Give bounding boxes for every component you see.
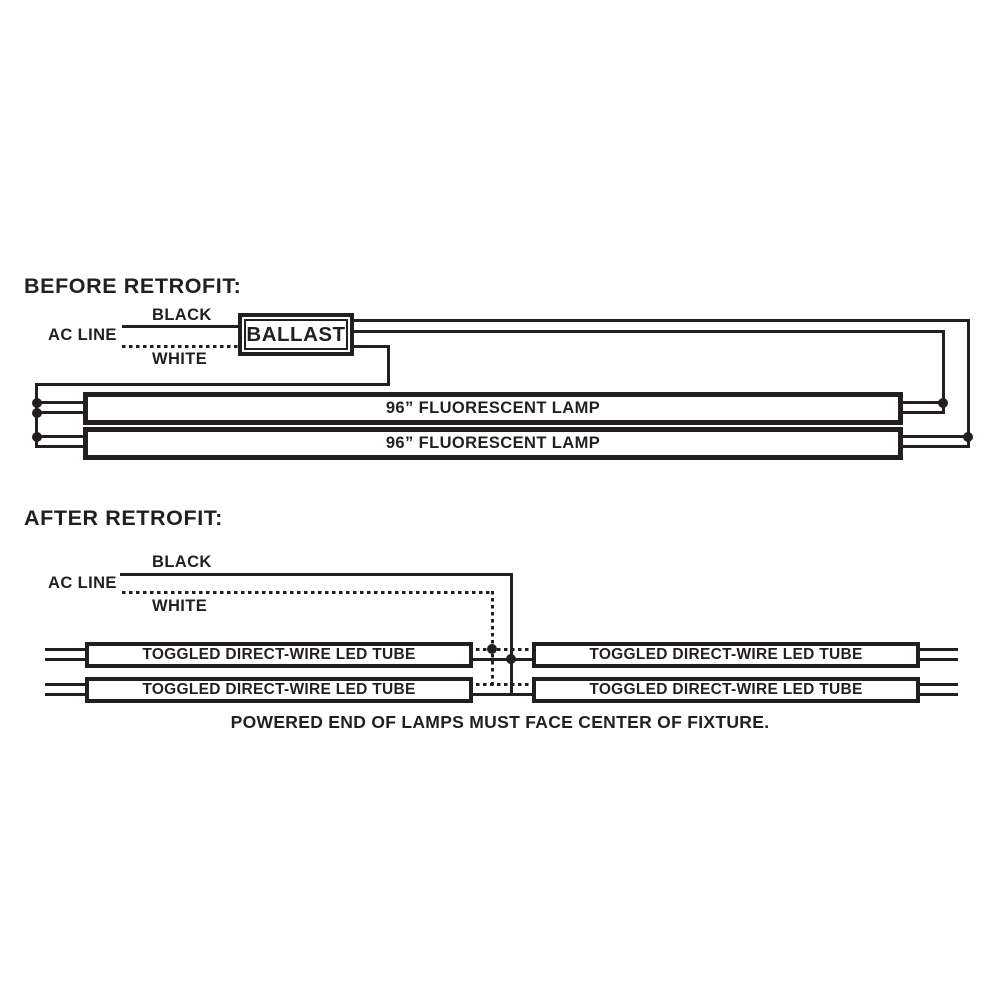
- lamp2-right-pin-bottom: [898, 445, 970, 448]
- tube-left-2-pin-top: [45, 683, 89, 686]
- row1-white-link-wire: [469, 648, 536, 651]
- before-retrofit-heading: BEFORE RETROFIT:: [24, 274, 242, 298]
- junction-dot: [963, 432, 973, 442]
- lamp1-right-pin-bottom: [898, 411, 945, 414]
- junction-dot: [506, 654, 516, 664]
- row2-black-link-wire: [469, 693, 536, 696]
- row1-black-link-wire: [469, 658, 536, 661]
- junction-dot: [938, 398, 948, 408]
- led-tube-left-2-label: TOGGLED DIRECT-WIRE LED TUBE: [142, 681, 416, 698]
- after-white-wire-label: WHITE: [152, 597, 208, 615]
- before-ac-line-label: AC LINE: [48, 326, 117, 344]
- before-black-wire-label: BLACK: [152, 306, 212, 324]
- ballast-wire-c-horizontal-short: [350, 345, 390, 348]
- junction-dot: [32, 432, 42, 442]
- junction-dot: [487, 644, 497, 654]
- led-tube-right-2: [532, 677, 920, 703]
- tube-left-1-pin-top: [45, 648, 89, 651]
- lamp1-left-pin-bottom: [35, 411, 88, 414]
- junction-dot: [32, 408, 42, 418]
- junction-dot: [32, 398, 42, 408]
- after-white-wire-vertical: [491, 591, 494, 686]
- after-black-wire-label: BLACK: [152, 553, 212, 571]
- lamp2-left-pin-bottom: [35, 445, 88, 448]
- row2-white-link-wire: [469, 683, 536, 686]
- before-white-wire: [122, 345, 238, 348]
- before-black-wire: [122, 325, 238, 328]
- after-white-wire-horizontal: [122, 591, 494, 594]
- after-black-wire-horizontal: [120, 573, 513, 576]
- fluorescent-lamp-1: [83, 392, 903, 425]
- ballast-wire-a-horizontal: [350, 319, 970, 322]
- lamp1-left-pin-top: [35, 401, 88, 404]
- powered-end-caption: POWERED END OF LAMPS MUST FACE CENTER OF FIXTURE.: [230, 712, 770, 732]
- tube-right-2-pin-bottom: [916, 693, 958, 696]
- before-white-wire-label: WHITE: [152, 350, 208, 368]
- ballast-wire-a-vertical: [967, 319, 970, 448]
- tube-right-1-pin-bottom: [916, 658, 958, 661]
- led-tube-right-2-label: TOGGLED DIRECT-WIRE LED TUBE: [589, 681, 863, 698]
- after-ac-line-label: AC LINE: [48, 574, 117, 592]
- led-tube-left-1: [85, 642, 473, 668]
- lamp2-left-pin-top: [35, 435, 88, 438]
- led-tube-left-1-label: TOGGLED DIRECT-WIRE LED TUBE: [142, 646, 416, 663]
- fluorescent-lamp-1-label: 96” FLUORESCENT LAMP: [385, 399, 601, 417]
- ballast-wire-c-horizontal-long: [35, 383, 390, 386]
- led-tube-right-1-label: TOGGLED DIRECT-WIRE LED TUBE: [589, 646, 863, 663]
- tube-left-1-pin-bottom: [45, 658, 89, 661]
- ballast-label: BALLAST: [244, 319, 348, 350]
- led-tube-right-1: [532, 642, 920, 668]
- ballast-box: [238, 313, 354, 356]
- tube-right-2-pin-top: [916, 683, 958, 686]
- ballast-wire-c-vertical-drop: [387, 345, 390, 386]
- lamp2-right-pin-top: [898, 435, 970, 438]
- tube-right-1-pin-top: [916, 648, 958, 651]
- after-retrofit-heading: AFTER RETROFIT:: [24, 506, 223, 530]
- after-black-wire-vertical: [510, 573, 513, 696]
- tube-left-2-pin-bottom: [45, 693, 89, 696]
- fluorescent-lamp-2-label: 96” FLUORESCENT LAMP: [385, 434, 601, 452]
- led-tube-left-2: [85, 677, 473, 703]
- fluorescent-lamp-2: [83, 427, 903, 460]
- ballast-wire-b-horizontal: [350, 330, 945, 333]
